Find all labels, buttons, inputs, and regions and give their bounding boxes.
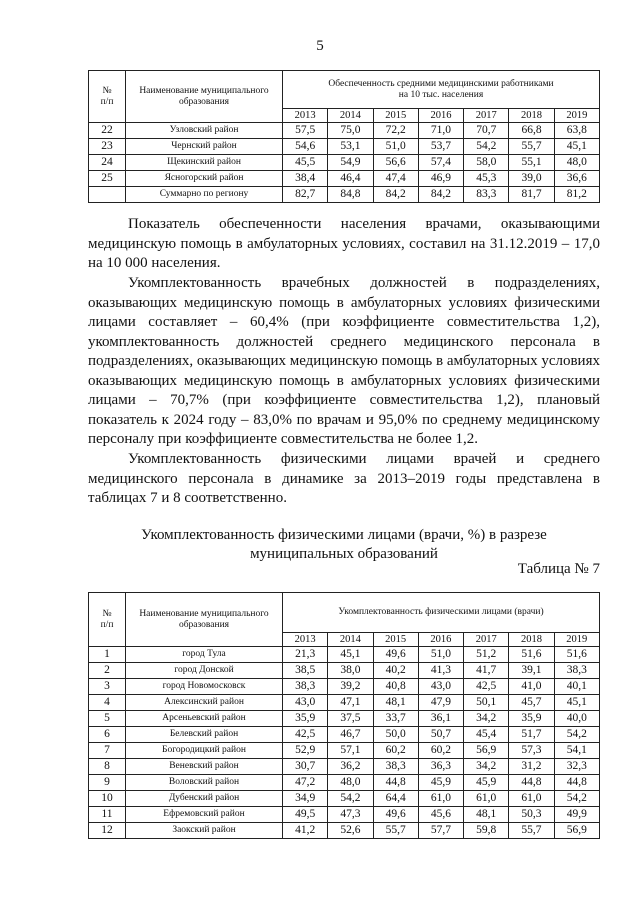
row-name: Суммарно по региону (126, 187, 283, 203)
row-value: 49,6 (373, 807, 418, 823)
row-value: 61,0 (464, 791, 509, 807)
row-number: 22 (89, 123, 126, 139)
table-row (89, 775, 600, 791)
row-name: Воловский район (126, 775, 283, 791)
table7-number: Таблица № 7 (517, 561, 600, 577)
row-value: 46,4 (328, 171, 373, 187)
row-number: 1 (89, 647, 126, 663)
row-value: 54,1 (554, 743, 599, 759)
row-value: 75,0 (328, 123, 373, 139)
row-value: 40,8 (373, 679, 418, 695)
row-value: 51,6 (554, 647, 599, 663)
year-header: 2014 (328, 109, 373, 123)
table-row (89, 823, 600, 839)
row-name: город Новомосковск (126, 679, 283, 695)
row-value: 45,1 (554, 139, 599, 155)
row-value: 60,2 (418, 743, 463, 759)
row-value: 49,6 (373, 647, 418, 663)
row-value: 84,8 (328, 187, 373, 203)
row-number: 4 (89, 695, 126, 711)
paragraph-3: Укомплектованность физическими лицами врачей и среднего медицинского персонала в динамике за 2013–2019 годы представлена в таблицах 7 и 8 соответственно. (88, 451, 600, 506)
row-number: 6 (89, 727, 126, 743)
row-value: 34,2 (464, 711, 509, 727)
row-value: 60,2 (373, 743, 418, 759)
row-value: 45,4 (464, 727, 509, 743)
row-value: 33,7 (373, 711, 418, 727)
row-value: 56,9 (464, 743, 509, 759)
row-value: 34,2 (464, 759, 509, 775)
row-number: 8 (89, 759, 126, 775)
row-number: 24 (89, 155, 126, 171)
row-value: 42,5 (464, 679, 509, 695)
table-row (89, 139, 600, 155)
table-row (89, 743, 600, 759)
paragraph-1: Показатель обеспеченности населения врачами, оказывающими медицинскую помощь в амбулаторных условиях, составил на 31.12.2019 – 17,0 на 10 000 населения. (88, 216, 600, 271)
table-row (89, 695, 600, 711)
row-number: 7 (89, 743, 126, 759)
row-number: 12 (89, 823, 126, 839)
row-value: 38,3 (373, 759, 418, 775)
row-value: 39,1 (509, 663, 554, 679)
year-header: 2016 (418, 109, 463, 123)
row-value: 82,7 (283, 187, 328, 203)
row-value: 38,5 (283, 663, 328, 679)
row-value: 54,2 (328, 791, 373, 807)
table-row (89, 187, 600, 203)
row-value: 47,4 (373, 171, 418, 187)
row-value: 45,3 (464, 171, 509, 187)
row-value: 46,9 (418, 171, 463, 187)
row-value: 39,2 (328, 679, 373, 695)
year-header: 2014 (328, 633, 373, 647)
table-row (89, 727, 600, 743)
row-number: 23 (89, 139, 126, 155)
row-value: 53,7 (418, 139, 463, 155)
row-value: 41,3 (418, 663, 463, 679)
row-value: 57,1 (328, 743, 373, 759)
row-value: 81,7 (509, 187, 554, 203)
row-value: 48,0 (554, 155, 599, 171)
row-number: 25 (89, 171, 126, 187)
table-row (89, 679, 600, 695)
row-name: Узловский район (126, 123, 283, 139)
row-value: 44,8 (509, 775, 554, 791)
table-staff-per-10k (88, 70, 600, 203)
row-value: 50,7 (418, 727, 463, 743)
table-row (89, 711, 600, 727)
row-value: 57,5 (283, 123, 328, 139)
row-value: 83,3 (464, 187, 509, 203)
year-header: 2017 (464, 109, 509, 123)
row-number: 5 (89, 711, 126, 727)
row-name: Чернский район (126, 139, 283, 155)
row-name: Богородицкий район (126, 743, 283, 759)
year-header: 2013 (283, 633, 328, 647)
row-value: 39,0 (509, 171, 554, 187)
row-value: 81,2 (554, 187, 599, 203)
row-name: Щекинский район (126, 155, 283, 171)
row-number: 9 (89, 775, 126, 791)
row-value: 47,2 (283, 775, 328, 791)
row-value: 57,4 (418, 155, 463, 171)
row-name: Ясногорский район (126, 171, 283, 187)
row-value: 51,0 (418, 647, 463, 663)
col-header-name: Наименование муниципального образования (126, 71, 283, 123)
year-header: 2015 (373, 633, 418, 647)
row-value: 59,8 (464, 823, 509, 839)
row-value: 55,7 (373, 823, 418, 839)
row-value: 47,9 (418, 695, 463, 711)
row-value: 42,5 (283, 727, 328, 743)
row-value: 45,1 (328, 647, 373, 663)
row-value: 40,0 (554, 711, 599, 727)
row-value: 51,2 (464, 647, 509, 663)
row-value: 45,5 (283, 155, 328, 171)
row-value: 84,2 (418, 187, 463, 203)
row-value: 48,1 (464, 807, 509, 823)
row-value: 37,5 (328, 711, 373, 727)
row-value: 54,2 (464, 139, 509, 155)
page-number: 5 (316, 38, 324, 54)
table-row (89, 663, 600, 679)
table-row (89, 155, 600, 171)
row-name: Ефремовский район (126, 807, 283, 823)
col-header-number: № п/п (89, 593, 126, 647)
col-header-number: № п/п (89, 71, 126, 123)
table-row (89, 807, 600, 823)
row-value: 38,3 (283, 679, 328, 695)
row-value: 40,2 (373, 663, 418, 679)
row-name: город Тула (126, 647, 283, 663)
row-value: 55,7 (509, 823, 554, 839)
row-value: 55,7 (509, 139, 554, 155)
row-value: 56,6 (373, 155, 418, 171)
row-value: 61,0 (418, 791, 463, 807)
row-value: 50,0 (373, 727, 418, 743)
row-value: 54,9 (328, 155, 373, 171)
row-number: 10 (89, 791, 126, 807)
row-value: 32,3 (554, 759, 599, 775)
table-row (89, 171, 600, 187)
row-value: 36,3 (418, 759, 463, 775)
row-value: 21,3 (283, 647, 328, 663)
row-value: 64,4 (373, 791, 418, 807)
row-value: 45,1 (554, 695, 599, 711)
year-header: 2015 (373, 109, 418, 123)
row-value: 38,3 (554, 663, 599, 679)
row-value: 55,1 (509, 155, 554, 171)
year-header: 2019 (554, 109, 599, 123)
row-value: 54,2 (554, 791, 599, 807)
row-value: 34,9 (283, 791, 328, 807)
row-value: 50,3 (509, 807, 554, 823)
row-value: 35,9 (283, 711, 328, 727)
row-value: 41,7 (464, 663, 509, 679)
row-value: 72,2 (373, 123, 418, 139)
row-value: 45,6 (418, 807, 463, 823)
row-value: 70,7 (464, 123, 509, 139)
row-value: 30,7 (283, 759, 328, 775)
table-staffing-doctors (88, 592, 600, 839)
row-value: 48,1 (373, 695, 418, 711)
year-header: 2016 (418, 633, 463, 647)
table-row (89, 123, 600, 139)
row-value: 53,1 (328, 139, 373, 155)
row-value: 47,3 (328, 807, 373, 823)
row-value: 44,8 (554, 775, 599, 791)
row-value: 43,0 (418, 679, 463, 695)
row-value: 45,7 (509, 695, 554, 711)
row-value: 54,2 (554, 727, 599, 743)
row-name: Белевский район (126, 727, 283, 743)
row-value: 47,1 (328, 695, 373, 711)
row-value: 51,0 (373, 139, 418, 155)
table-row (89, 647, 600, 663)
row-value: 71,0 (418, 123, 463, 139)
row-value: 45,9 (418, 775, 463, 791)
row-number: 2 (89, 663, 126, 679)
row-value: 44,8 (373, 775, 418, 791)
row-value: 54,6 (283, 139, 328, 155)
col-header-group: Укомплектованность физическими лицами (врачи) (283, 593, 600, 633)
row-value: 40,1 (554, 679, 599, 695)
row-name: город Донской (126, 663, 283, 679)
row-value: 38,4 (283, 171, 328, 187)
row-value: 45,9 (464, 775, 509, 791)
row-value: 49,5 (283, 807, 328, 823)
row-value: 66,8 (509, 123, 554, 139)
row-value: 52,9 (283, 743, 328, 759)
row-value: 52,6 (328, 823, 373, 839)
row-value: 56,9 (554, 823, 599, 839)
row-name: Алексинский район (126, 695, 283, 711)
year-header: 2017 (464, 633, 509, 647)
row-value: 57,3 (509, 743, 554, 759)
year-header: 2013 (283, 109, 328, 123)
row-value: 35,9 (509, 711, 554, 727)
row-value: 58,0 (464, 155, 509, 171)
row-value: 31,2 (509, 759, 554, 775)
row-value: 49,9 (554, 807, 599, 823)
row-value: 36,1 (418, 711, 463, 727)
year-header: 2019 (554, 633, 599, 647)
row-value: 41,0 (509, 679, 554, 695)
row-value: 61,0 (509, 791, 554, 807)
row-value: 36,2 (328, 759, 373, 775)
row-number: 11 (89, 807, 126, 823)
row-number (89, 187, 126, 203)
year-header: 2018 (509, 633, 554, 647)
row-value: 41,2 (283, 823, 328, 839)
row-value: 48,0 (328, 775, 373, 791)
row-value: 63,8 (554, 123, 599, 139)
row-name: Дубенский район (126, 791, 283, 807)
row-value: 46,7 (328, 727, 373, 743)
row-number: 3 (89, 679, 126, 695)
row-value: 43,0 (283, 695, 328, 711)
row-value: 51,6 (509, 647, 554, 663)
year-header: 2018 (509, 109, 554, 123)
table7-caption: Укомплектованность физическими лицами (врачи, %) в разрезе муниципальных образований (141, 527, 547, 562)
row-value: 38,0 (328, 663, 373, 679)
col-header-group: Обеспеченность средними медицинскими работниками на 10 тыс. населения (283, 71, 600, 109)
table-row (89, 759, 600, 775)
row-value: 51,7 (509, 727, 554, 743)
table-row (89, 791, 600, 807)
row-value: 57,7 (418, 823, 463, 839)
row-name: Веневский район (126, 759, 283, 775)
row-value: 84,2 (373, 187, 418, 203)
row-name: Заокский район (126, 823, 283, 839)
paragraph-2: Укомплектованность врачебных должностей в подразделениях, оказывающих медицинскую помощь в амбулаторных условиях физическими лицами составляет – 60,4% (при коэффициенте совместительства 1,2), укомплектованность должностей среднего медицинского персонала в подразделениях, оказывающих медицинскую помощь в амбулаторных условиях оказывающих медицинскую помощь в амбулаторных условиях физическими лицами – 70,7% (при коэффициенте совместительства 1,2), плановый показатель к 2024 году – 83,0% по врачам и 95,0% по среднему медицинскому персоналу при коэффициенте совместительства не более 1,2. (88, 275, 600, 447)
row-name: Арсеньевский район (126, 711, 283, 727)
row-value: 50,1 (464, 695, 509, 711)
col-header-name: Наименование муниципального образования (126, 593, 283, 647)
row-value: 36,6 (554, 171, 599, 187)
